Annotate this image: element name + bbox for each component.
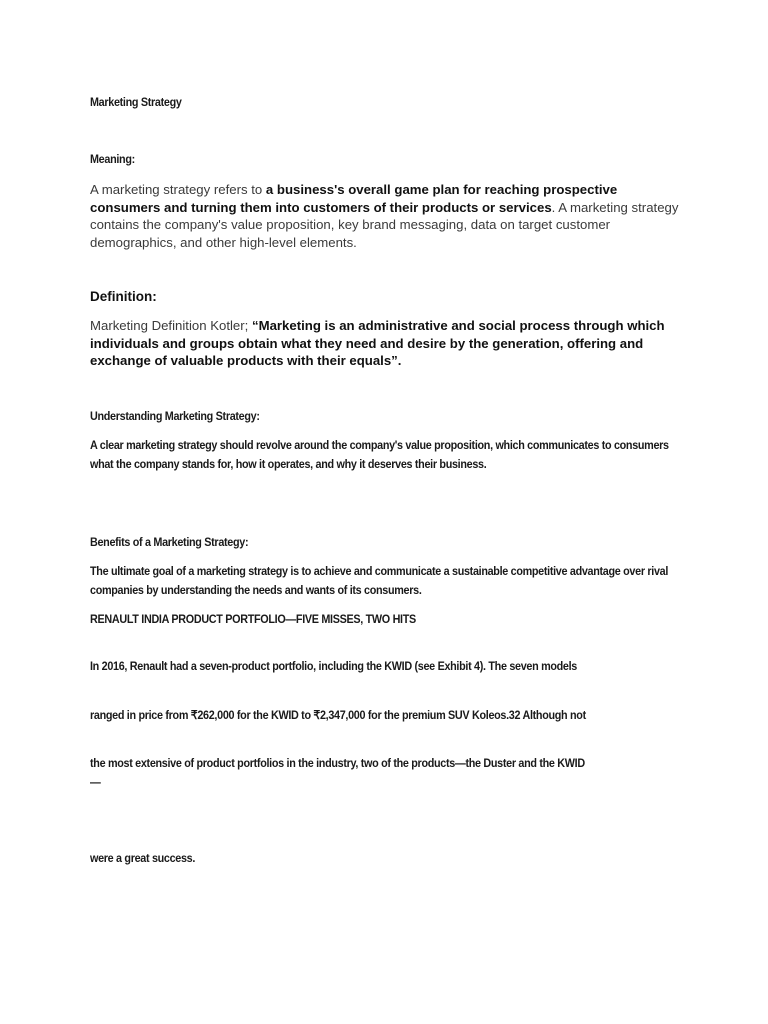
- renault-line-5: were a great success.: [90, 851, 196, 865]
- benefits-body: The ultimate goal of a marketing strategy is to achieve and communicate a sustainable competitive advantage over rival companies by understanding the needs and wants of its consumers.: [90, 564, 669, 597]
- document-title: Marketing Strategy: [90, 95, 182, 109]
- definition-bold: “Marketing is an administrative and social process through which individuals and groups obtain what they need and desire by the generation, offering and exchange of valuable products with their equals”.: [90, 318, 665, 368]
- meaning-heading: Meaning:: [90, 152, 135, 166]
- renault-heading: RENAULT INDIA PRODUCT PORTFOLIO—FIVE MISSES, TWO HITS: [90, 612, 416, 626]
- meaning-paragraph: [90, 181, 690, 251]
- renault-line-3: the most extensive of product portfolios in the industry, two of the products—the Duster and the KWID: [90, 756, 585, 770]
- renault-line-2: ranged in price from ₹262,000 for the KWID to ₹2,347,000 for the premium SUV Koleos.32 Although not: [90, 708, 586, 722]
- meaning-rest: . A marketing strategy contains the company's value proposition, key brand messaging, data on target customer demographics, and other high-level elements.: [90, 199, 679, 250]
- understanding-body: A clear marketing strategy should revolve around the company's value proposition, which communicates to consumers what the company stands for, how it operates, and why it deserves their business.: [90, 438, 669, 471]
- meaning-bold: a business's overall game plan for reaching prospective consumers and turning them into customers of their products or services: [90, 182, 618, 215]
- definition-paragraph: [90, 317, 690, 370]
- renault-line-1: In 2016, Renault had a seven-product portfolio, including the KWID (see Exhibit 4). The seven models: [90, 659, 577, 673]
- definition-intro: Marketing Definition Kotler;: [90, 318, 252, 333]
- renault-line-4: —: [90, 775, 101, 789]
- benefits-heading: Benefits of a Marketing Strategy:: [90, 535, 249, 549]
- understanding-heading: Understanding Marketing Strategy:: [90, 409, 260, 423]
- definition-heading: Definition:: [90, 289, 157, 304]
- meaning-intro: A marketing strategy refers to: [90, 182, 266, 197]
